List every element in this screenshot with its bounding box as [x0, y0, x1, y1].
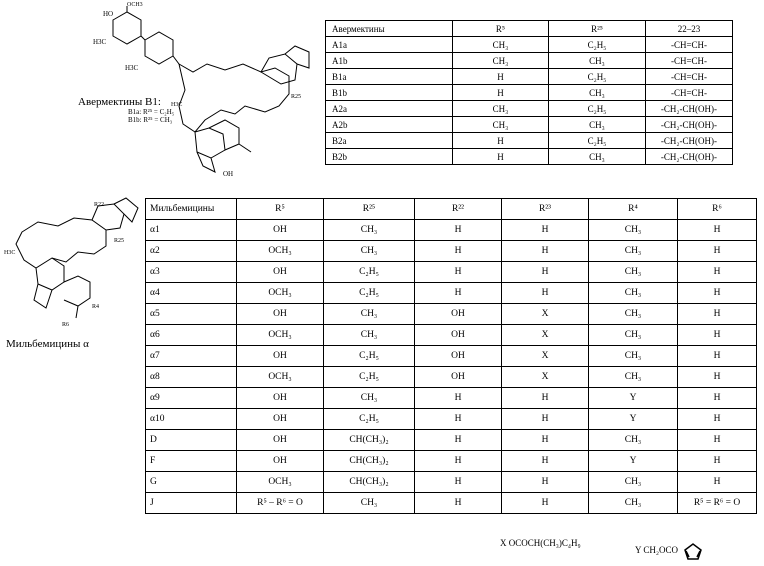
milbemycin-caption: Мильбемицины α — [6, 338, 89, 350]
table-cell: H — [678, 430, 757, 451]
avermectin-table — [325, 20, 733, 165]
table-cell: α1 — [146, 220, 237, 241]
table-cell: H — [678, 283, 757, 304]
table-cell: H — [453, 133, 549, 149]
table-cell: A2a — [326, 101, 453, 117]
table-cell: A2b — [326, 117, 453, 133]
table-cell: J — [146, 493, 237, 514]
table-cell: CH₃ — [324, 493, 415, 514]
table-cell: CH(CH₃)₂ — [324, 430, 415, 451]
table-cell: C₂H₅ — [549, 69, 646, 85]
table-header-row — [146, 199, 757, 220]
table-cell: C₂H₅ — [549, 133, 646, 149]
table-row — [146, 283, 757, 304]
table-header-row — [326, 21, 733, 37]
svg-text:H3C: H3C — [4, 250, 16, 256]
table-row — [146, 493, 757, 514]
table-cell: B1b — [326, 85, 453, 101]
milbemycin-table — [145, 198, 757, 514]
footnote-y-text: Y CH₂OCO — [635, 545, 679, 556]
table-cell: -CH₂-CH(OH)- — [646, 101, 733, 117]
table-cell: B2a — [326, 133, 453, 149]
column-header: R²⁵ — [324, 199, 415, 220]
table-cell: α6 — [146, 325, 237, 346]
table-row — [146, 304, 757, 325]
table-cell: H — [502, 430, 589, 451]
table-cell: OH — [237, 346, 324, 367]
footnote-x: X OCOCH(CH₃)C₄H₉ — [500, 538, 581, 548]
table-cell: α8 — [146, 367, 237, 388]
table-cell: CH₃ — [589, 472, 678, 493]
column-header: R²³ — [502, 199, 589, 220]
table-cell: CH₃ — [453, 37, 549, 53]
table-cell: H — [502, 388, 589, 409]
table-cell: H — [678, 409, 757, 430]
table-cell: C₂H₅ — [549, 37, 646, 53]
table-cell: α2 — [146, 241, 237, 262]
table-cell: H — [415, 430, 502, 451]
table-cell: CH₃ — [589, 430, 678, 451]
table-cell: OH — [415, 367, 502, 388]
table-cell: CH(CH₃)₂ — [324, 451, 415, 472]
svg-text:H3C: H3C — [125, 64, 139, 72]
table-cell: α10 — [146, 409, 237, 430]
table-cell: OH — [237, 220, 324, 241]
table-cell: H — [678, 262, 757, 283]
table-cell: OH — [237, 262, 324, 283]
table-row — [146, 409, 757, 430]
svg-text:R25: R25 — [291, 94, 302, 100]
table-cell: H — [678, 451, 757, 472]
milbemycin-structure — [2, 196, 142, 336]
column-header: 22–23 — [646, 21, 733, 37]
pyrrole-ring-icon — [680, 538, 706, 564]
table-cell: Y — [589, 388, 678, 409]
avermectin-b1a: В1а: R²⁵ = C₂H₅ — [128, 108, 175, 116]
table-row — [146, 451, 757, 472]
table-cell: G — [146, 472, 237, 493]
table-cell: CH₃ — [589, 262, 678, 283]
table-cell: A1b — [326, 53, 453, 69]
table-cell: H — [415, 241, 502, 262]
svg-text:OCH3: OCH3 — [127, 2, 143, 8]
table-cell: Y — [589, 409, 678, 430]
table-cell: C₂H₅ — [324, 409, 415, 430]
table-cell: -CH=CH- — [646, 37, 733, 53]
column-header: R⁵ — [237, 199, 324, 220]
table-cell: CH₃ — [589, 493, 678, 514]
column-header: R⁴ — [589, 199, 678, 220]
table-cell: H — [678, 388, 757, 409]
avermectin-title: Авермектины В1: — [78, 96, 161, 108]
table-cell: X — [502, 304, 589, 325]
table-cell: OCH₃ — [237, 283, 324, 304]
table-cell: A1a — [326, 37, 453, 53]
table-cell: H — [678, 241, 757, 262]
table-cell: CH₃ — [324, 325, 415, 346]
table-row — [146, 388, 757, 409]
table-cell: C₂H₅ — [324, 367, 415, 388]
table-row — [146, 367, 757, 388]
column-header: R⁶ — [678, 199, 757, 220]
table-cell: H — [415, 262, 502, 283]
table-cell: CH₃ — [453, 117, 549, 133]
table-cell: B2b — [326, 149, 453, 165]
table-cell: H — [502, 262, 589, 283]
table-cell: H — [502, 283, 589, 304]
table-cell: CH₃ — [589, 325, 678, 346]
table-cell: C₂H₅ — [549, 101, 646, 117]
table-cell: H — [678, 472, 757, 493]
table-row — [326, 133, 733, 149]
table-cell: H — [502, 472, 589, 493]
table-cell: OH — [237, 430, 324, 451]
table-cell: α5 — [146, 304, 237, 325]
column-header: R²² — [415, 199, 502, 220]
table-cell: H — [415, 409, 502, 430]
footnote-y — [635, 538, 706, 564]
table-cell: H — [415, 451, 502, 472]
table-cell: -CH₂-CH(OH)- — [646, 133, 733, 149]
avermectin-structure — [75, 2, 320, 180]
table-cell: CH₃ — [324, 241, 415, 262]
table-cell: -CH=CH- — [646, 85, 733, 101]
table-cell: H — [415, 283, 502, 304]
table-row — [326, 149, 733, 165]
table-cell: CH₃ — [549, 117, 646, 133]
table-row — [326, 37, 733, 53]
table-cell: CH₃ — [324, 388, 415, 409]
table-cell: OCH₃ — [237, 325, 324, 346]
column-header: R⁵ — [453, 21, 549, 37]
table-row — [326, 101, 733, 117]
table-cell: H — [678, 325, 757, 346]
table-cell: OH — [415, 325, 502, 346]
table-cell: X — [502, 325, 589, 346]
table-cell: R⁵ – R⁶ = O — [237, 493, 324, 514]
table-row — [146, 262, 757, 283]
table-cell: C₂H₅ — [324, 283, 415, 304]
table-cell: CH₃ — [589, 304, 678, 325]
table-cell: R⁵ = R⁶ = O — [678, 493, 757, 514]
table-cell: α3 — [146, 262, 237, 283]
table-cell: B1a — [326, 69, 453, 85]
table-cell: OCH₃ — [237, 241, 324, 262]
table-cell: CH(CH₃)₂ — [324, 472, 415, 493]
table-cell: F — [146, 451, 237, 472]
table-row — [326, 53, 733, 69]
table-cell: CH₃ — [453, 53, 549, 69]
svg-text:OH: OH — [223, 170, 234, 178]
table-row — [326, 69, 733, 85]
table-cell: H — [502, 493, 589, 514]
table-cell: CH₃ — [589, 241, 678, 262]
table-cell: CH₃ — [589, 346, 678, 367]
table-row — [146, 241, 757, 262]
table-cell: H — [415, 388, 502, 409]
table-cell: -CH=CH- — [646, 69, 733, 85]
table-cell: H — [453, 69, 549, 85]
table-cell: H — [678, 346, 757, 367]
table-cell: H — [415, 220, 502, 241]
table-cell: -CH₂-CH(OH)- — [646, 149, 733, 165]
table-cell: CH₃ — [453, 101, 549, 117]
svg-text:R6: R6 — [62, 322, 70, 328]
svg-text:R22: R22 — [94, 202, 105, 208]
table-cell: H — [415, 493, 502, 514]
column-header: Мильбемицины — [146, 199, 237, 220]
table-cell: C₂H₅ — [324, 346, 415, 367]
table-cell: CH₃ — [549, 85, 646, 101]
avermectin-caption — [78, 96, 174, 124]
table-cell: α4 — [146, 283, 237, 304]
table-cell: α9 — [146, 388, 237, 409]
table-cell: CH₃ — [324, 220, 415, 241]
table-cell: D — [146, 430, 237, 451]
table-cell: OH — [237, 388, 324, 409]
table-row — [146, 220, 757, 241]
table-cell: H — [502, 409, 589, 430]
table-cell: H — [453, 149, 549, 165]
table-cell: OH — [237, 409, 324, 430]
table-cell: H — [502, 241, 589, 262]
table-cell: Y — [589, 451, 678, 472]
svg-text:R4: R4 — [92, 304, 100, 310]
table-cell: CH₃ — [589, 367, 678, 388]
table-cell: H — [415, 472, 502, 493]
table-row — [326, 117, 733, 133]
table-cell: C₂H₅ — [324, 262, 415, 283]
table-cell: OH — [237, 451, 324, 472]
avermectin-b1b: В1b: R²⁵ = CH₃ — [128, 116, 173, 124]
table-cell: H — [502, 220, 589, 241]
table-cell: α7 — [146, 346, 237, 367]
table-cell: -CH=CH- — [646, 53, 733, 69]
table-cell: OCH₃ — [237, 367, 324, 388]
table-cell: X — [502, 346, 589, 367]
table-cell: H — [678, 220, 757, 241]
table-cell: H — [678, 304, 757, 325]
table-row — [146, 430, 757, 451]
table-cell: OH — [237, 304, 324, 325]
table-cell: OH — [415, 346, 502, 367]
table-cell: X — [502, 367, 589, 388]
table-cell: CH₃ — [549, 149, 646, 165]
table-cell: -CH₂-CH(OH)- — [646, 117, 733, 133]
table-cell: CH₃ — [589, 220, 678, 241]
column-header: R²⁵ — [549, 21, 646, 37]
table-row — [326, 85, 733, 101]
table-cell: H — [502, 451, 589, 472]
table-row — [146, 346, 757, 367]
table-row — [146, 325, 757, 346]
svg-text:R25: R25 — [114, 238, 125, 244]
svg-text:H3C: H3C — [171, 102, 183, 108]
table-cell: H — [678, 367, 757, 388]
table-row — [146, 472, 757, 493]
table-cell: CH₃ — [589, 283, 678, 304]
column-header: Авермектины — [326, 21, 453, 37]
table-cell: OCH₃ — [237, 472, 324, 493]
table-cell: H — [453, 85, 549, 101]
table-cell: CH₃ — [549, 53, 646, 69]
table-cell: CH₃ — [324, 304, 415, 325]
svg-text:H3C: H3C — [93, 38, 107, 46]
table-cell: OH — [415, 304, 502, 325]
svg-text:HO: HO — [103, 10, 114, 18]
